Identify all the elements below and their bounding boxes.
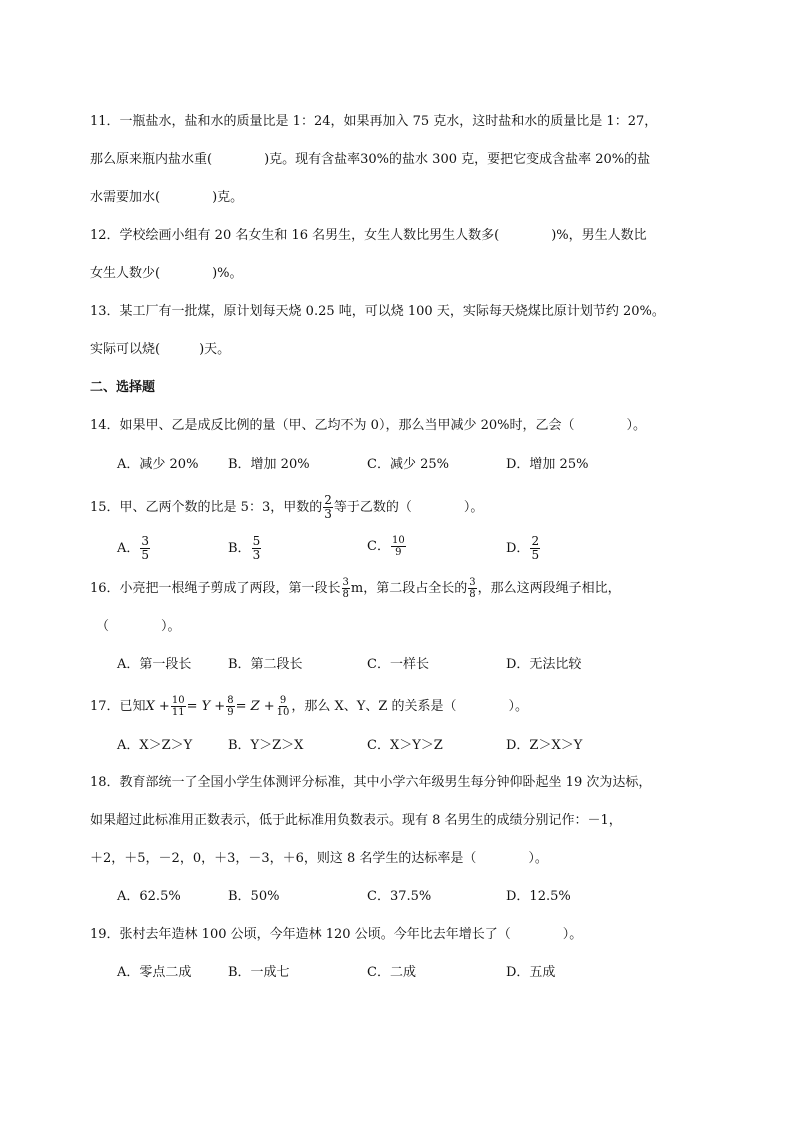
q17-f3-num: 9 bbox=[279, 695, 287, 706]
q15-a-den: 5 bbox=[141, 548, 150, 562]
q14-option-c: C．减少 25% bbox=[367, 457, 449, 472]
q19-stem: 19．张村去年造林 100 公顷，今年造林 120 公顷。今年比去年增长了（ ）。 bbox=[90, 927, 583, 942]
q15-c-den: 9 bbox=[395, 547, 402, 558]
q17-fraction-1 bbox=[171, 695, 186, 718]
q16-option-c: C．一样长 bbox=[367, 657, 429, 672]
q15-option-d bbox=[506, 535, 541, 562]
q17-option-b: B．Y＞Z＞X bbox=[228, 738, 304, 753]
q15-option-a-fraction bbox=[140, 535, 150, 562]
q17-f1-num: 10 bbox=[171, 695, 185, 706]
q16-f1-num: 3 bbox=[342, 577, 349, 588]
q14-stem: 14．如果甲、乙是成反比例的量（甲、乙均不为 0），那么当甲减少 20%时，乙会（ ）。 bbox=[90, 418, 646, 433]
q17-f1-den: 11 bbox=[171, 707, 185, 718]
q17-stem bbox=[90, 695, 528, 718]
q16-stem-mid: m，第二段占全长的 bbox=[350, 581, 468, 596]
q17-x-term: X + bbox=[145, 699, 170, 714]
q16-line-2: （ ）。 bbox=[96, 619, 181, 634]
q15-a-num: 3 bbox=[141, 534, 150, 548]
section-heading-choice: 二、选择题 bbox=[90, 380, 156, 395]
q15-d-num: 2 bbox=[531, 534, 540, 548]
q18-line-3: ＋2，＋5，－2，0，＋3，－3，＋6，则这 8 名学生的达标率是（ ）。 bbox=[90, 851, 548, 866]
q17-f2-num: 8 bbox=[227, 695, 234, 706]
q15-option-d-fraction bbox=[530, 535, 540, 562]
q15-option-b-fraction bbox=[252, 535, 262, 562]
q17-stem-pre: 17．已知 bbox=[90, 699, 146, 714]
q17-y-term: = Y + bbox=[186, 699, 226, 714]
q18-option-d: D．12.5% bbox=[506, 889, 571, 904]
q18-option-a: A．62.5% bbox=[117, 889, 181, 904]
q15-option-c-label: C． bbox=[367, 539, 390, 554]
q17-option-d: D．Z＞X＞Y bbox=[506, 738, 583, 753]
q15-c-num: 10 bbox=[391, 535, 405, 546]
q11-line-3: 水需要加水( )克。 bbox=[90, 190, 244, 205]
q16-stem bbox=[90, 577, 621, 600]
q15-option-b-label: B． bbox=[228, 541, 251, 556]
q13-line-1: 13．某工厂有一批煤，原计划每天烧 0.25 吨，可以烧 100 天，实际每天烧煤比原计划节约 20%。 bbox=[90, 304, 665, 319]
q15-d-den: 5 bbox=[531, 548, 540, 562]
q15-stem-post: 等于乙数的（ ）。 bbox=[333, 500, 484, 515]
q16-stem-post: ，那么这两段绳子相比， bbox=[477, 581, 621, 596]
q16-f2-num: 3 bbox=[469, 577, 476, 588]
q15-option-c-fraction bbox=[391, 535, 406, 558]
q15-option-a bbox=[117, 535, 151, 562]
q15-fraction-den: 3 bbox=[324, 507, 332, 521]
q19-option-a: A．零点二成 bbox=[117, 965, 192, 980]
q11-line-1: 11．一瓶盐水，盐和水的质量比是 1：24，如果再加入 75 克水，这时盐和水的质量比是 1：27， bbox=[90, 114, 658, 129]
q12-line-2: 女生人数少( )%。 bbox=[90, 266, 243, 281]
q16-fraction-2 bbox=[468, 577, 476, 600]
q14-option-a: A．减少 20% bbox=[117, 457, 199, 472]
q17-option-c: C．X＞Y＞Z bbox=[367, 738, 443, 753]
q15-option-a-label: A． bbox=[117, 541, 140, 556]
q16-option-d: D．无法比较 bbox=[506, 657, 582, 672]
q16-f1-den: 8 bbox=[342, 589, 349, 600]
q16-option-a: A．第一段长 bbox=[117, 657, 192, 672]
q17-f2-den: 9 bbox=[227, 707, 234, 718]
q19-option-d: D．五成 bbox=[506, 965, 556, 980]
q17-stem-post: ，那么 X、Y、Z 的关系是（ ）。 bbox=[291, 699, 529, 714]
q15-b-den: 3 bbox=[252, 548, 261, 562]
q15-stem bbox=[90, 494, 483, 521]
q15-option-d-label: D． bbox=[506, 541, 530, 556]
q16-option-b: B．第二段长 bbox=[228, 657, 303, 672]
q19-option-b: B．一成七 bbox=[228, 965, 290, 980]
q16-stem-pre: 16．小亮把一根绳子剪成了两段，第一段长 bbox=[90, 581, 341, 596]
q12-line-1: 12．学校绘画小组有 20 名女生和 16 名男生，女生人数比男生人数多( )%，男生人数比 bbox=[90, 228, 647, 243]
q18-line-2: 如果超过此标准用正数表示，低于此标准用负数表示。现有 8 名男生的成绩分别记作：－1， bbox=[90, 813, 622, 828]
q15-b-num: 5 bbox=[252, 534, 261, 548]
q17-z-term: = Z + bbox=[235, 699, 275, 714]
q15-option-c bbox=[367, 535, 407, 558]
q17-option-a: A．X＞Z＞Y bbox=[117, 738, 193, 753]
q16-fraction-1 bbox=[342, 577, 350, 600]
q18-option-c: C．37.5% bbox=[367, 889, 432, 904]
q14-option-b: B．增加 20% bbox=[228, 457, 310, 472]
q17-f3-den: 10 bbox=[276, 707, 290, 718]
q18-line-1: 18．教育部统一了全国小学生体测评分标准，其中小学六年级男生每分钟仰卧起坐 19 次为达标， bbox=[90, 775, 652, 790]
q18-option-b: B．50% bbox=[228, 889, 280, 904]
q14-option-d: D．增加 25% bbox=[506, 457, 589, 472]
q17-fraction-2 bbox=[226, 695, 234, 718]
q11-line-2: 那么原来瓶内盐水重( )克。现有含盐率30%的盐水 300 克，要把它变成含盐率 20%的盐 bbox=[90, 152, 651, 167]
q16-f2-den: 8 bbox=[469, 589, 476, 600]
q15-fraction bbox=[323, 494, 333, 521]
q15-option-b bbox=[228, 535, 262, 562]
q15-fraction-num: 2 bbox=[324, 493, 332, 507]
q13-line-2: 实际可以烧( )天。 bbox=[90, 342, 231, 357]
q19-option-c: C．二成 bbox=[367, 965, 416, 980]
q17-fraction-3 bbox=[276, 695, 291, 718]
q15-stem-pre: 15．甲、乙两个数的比是 5：3，甲数的 bbox=[90, 500, 323, 515]
